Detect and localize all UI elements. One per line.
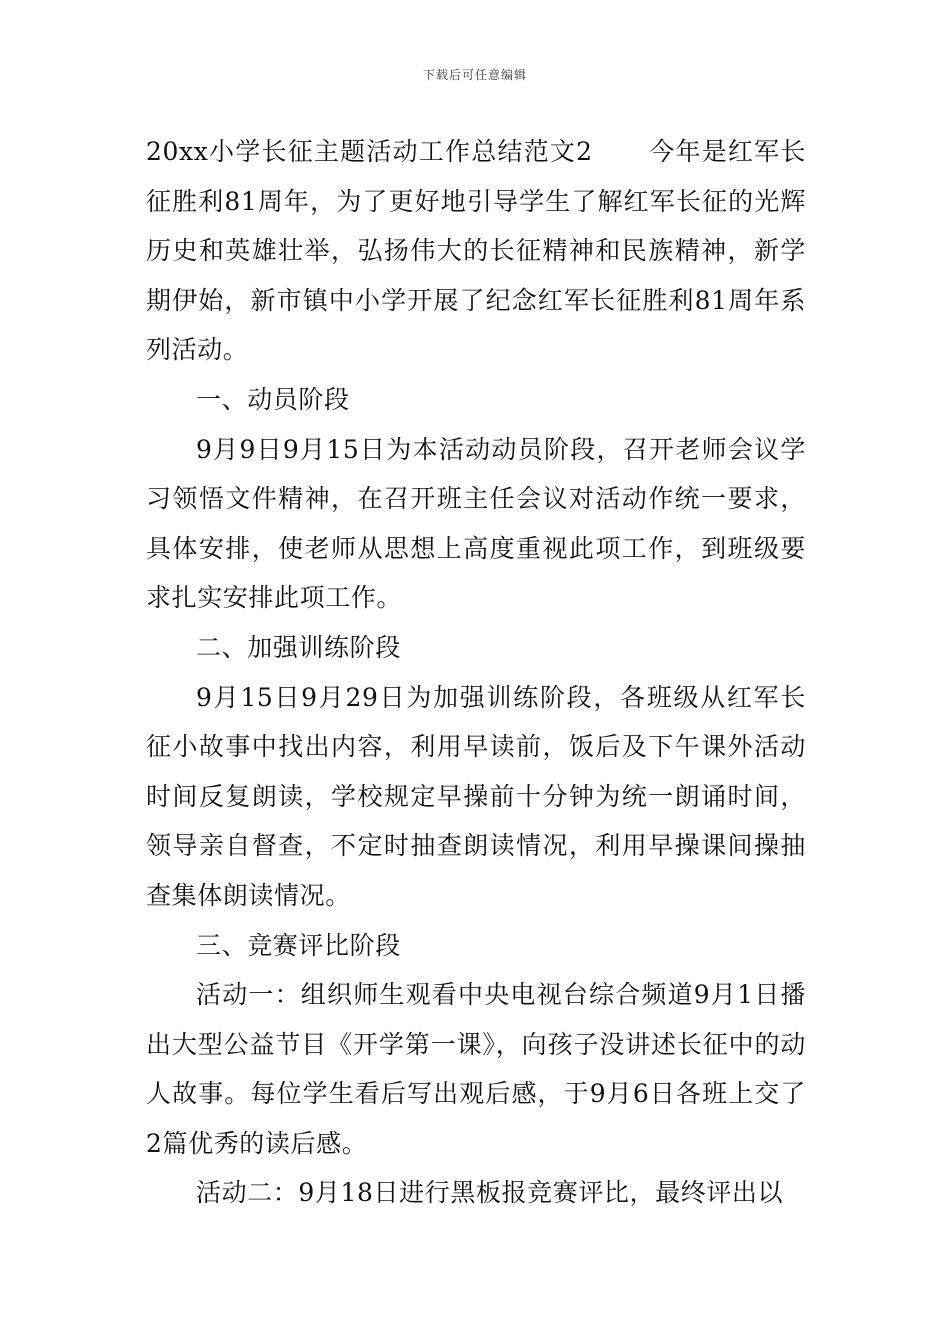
section-body: 9月15日9月29日为加强训练阶段，各班级从红军长征小故事中找出内容，利用早读前，饭后及下午课外活动时间反复朗读，学校规定早操前十分钟为统一朗诵时间，领导亲自督查，不定时抽查朗读情况，利用早操课间操抽查集体朗读情况。 bbox=[146, 682, 806, 910]
title-paragraph bbox=[146, 127, 806, 375]
section-heading: 二、加强训练阶段 bbox=[196, 632, 401, 662]
page-header-note: 下载后可任意编辑 bbox=[422, 68, 527, 82]
section-heading: 三、竞赛评比阶段 bbox=[196, 930, 401, 960]
section-body: 活动一：组织师生观看中央电视台综合频道9月1日播出大型公益节目《开学第一课》，向孩子没讲述长征中的动人故事。每位学生看后写出观后感，于9月6日各班上交了2篇优秀的读后感。 bbox=[146, 980, 806, 1158]
document-title: 20xx小学长征主题活动工作总结范文2 bbox=[146, 137, 593, 166]
section-body: 9月9日9月15日为本活动动员阶段，召开老师会议学习领悟文件精神，在召开班主任会议对活动作统一要求，具体安排，使老师从思想上高度重视此项工作，到班级要求扎实安排此项工作。 bbox=[146, 434, 806, 613]
section-heading: 一、动员阶段 bbox=[196, 384, 350, 414]
document-body bbox=[146, 127, 806, 1218]
trailing-paragraph: 活动二：9月18日进行黑板报竞赛评比，最终评出以 bbox=[196, 1178, 784, 1208]
intro-text: 今年是红军长征胜利81周年，为了更好地引导学生了解红军长征的光辉历史和英雄壮举，弘扬伟大的长征精神和民族精神，新学期伊始，新市镇中小学开展了纪念红军长征胜利81周年系列活动。 bbox=[146, 137, 806, 365]
